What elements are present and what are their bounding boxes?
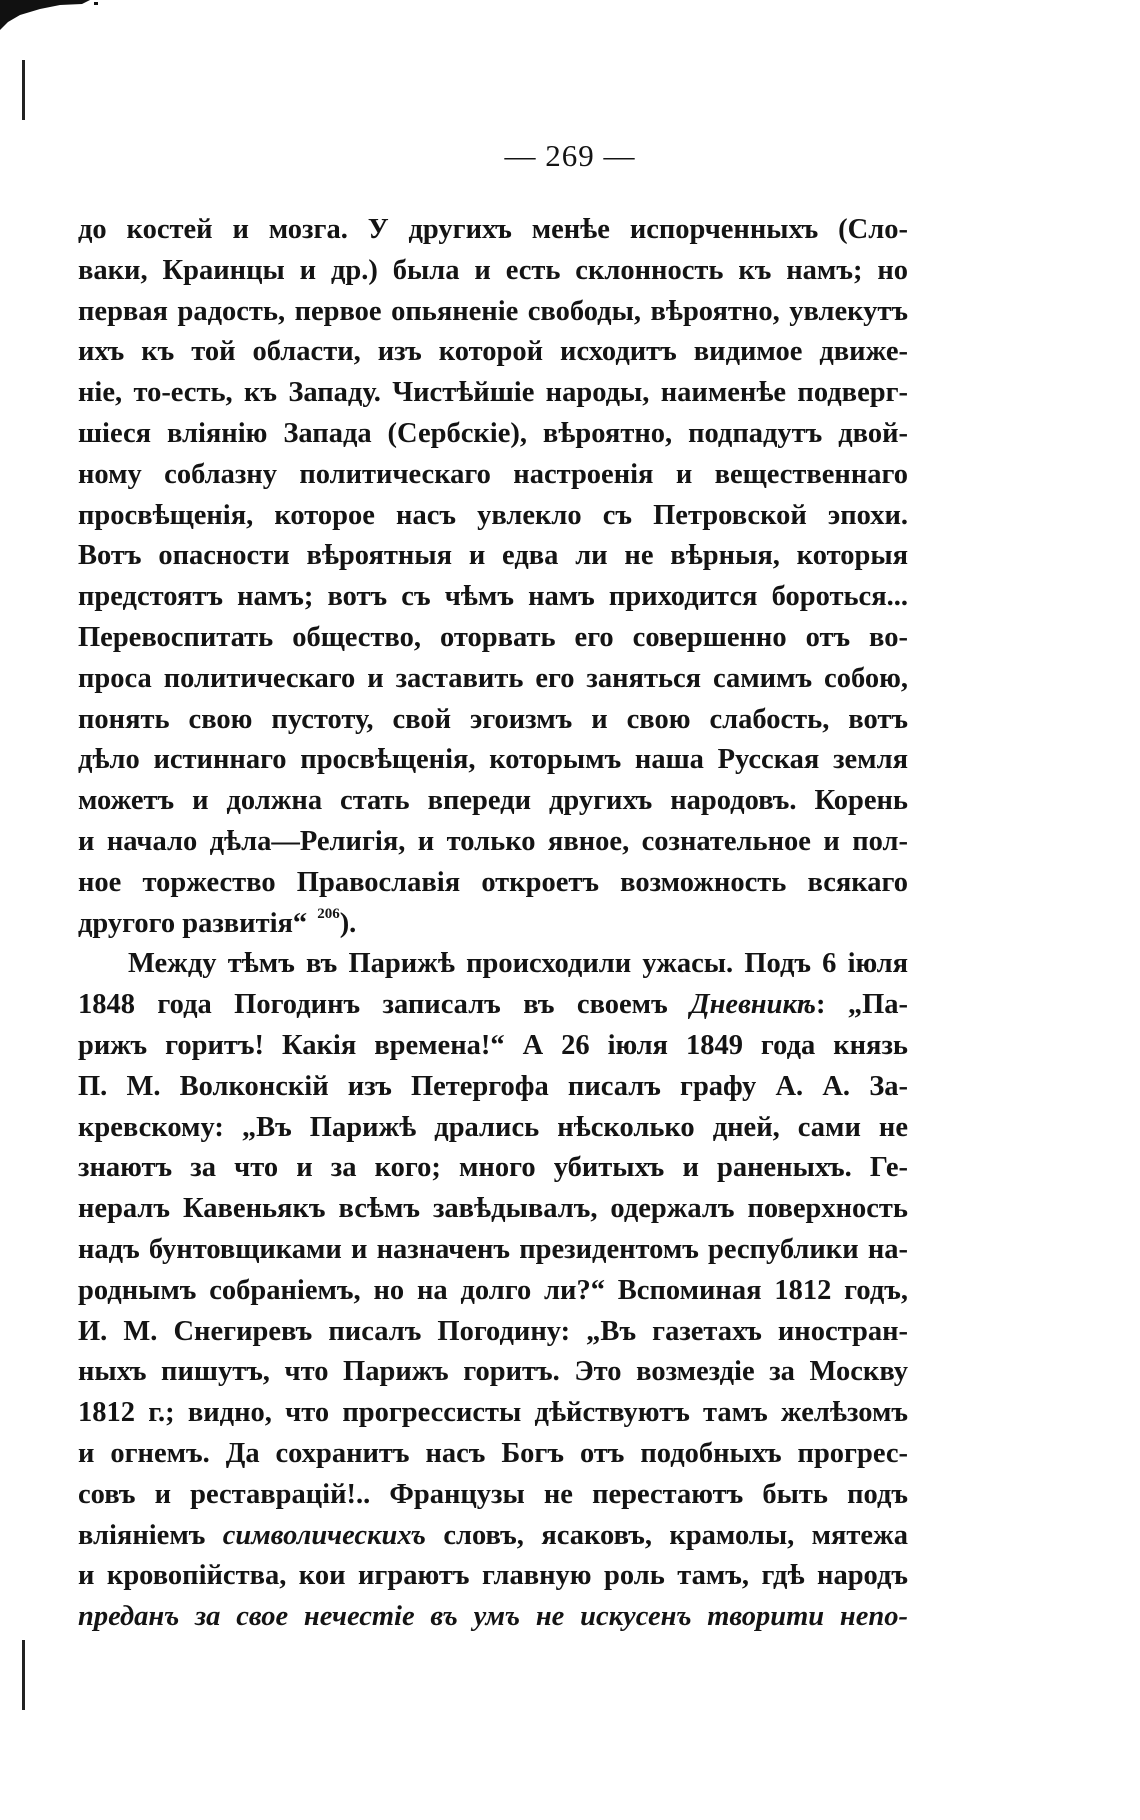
text-line: проса политическаго и заставить его заняться самимъ собою,	[78, 662, 908, 694]
text-line: знаютъ за что и за кого; много убитыхъ и раненыхъ. Ге-	[78, 1152, 908, 1184]
text-line: преданъ за свое нечестіе въ умъ не искусенъ творити непо-	[78, 1601, 908, 1633]
text-line: ное торжество Православія откроетъ возможность всякаго	[78, 866, 908, 898]
text-line: первая радость, первое опьяненіе свободы, вѣроятно, увлекутъ	[78, 295, 908, 327]
scan-edge-line	[22, 60, 25, 120]
text-line: ныхъ пишутъ, что Парижъ горитъ. Это возмездіе за Москву	[78, 1356, 908, 1388]
text-line: П. М. Волконскій изъ Петергофа писалъ графу А. А. За-	[78, 1070, 908, 1102]
text-line: 1812 г.; видно, что прогрессисты дѣйствуютъ тамъ желѣзомъ	[78, 1397, 908, 1429]
text-fragment: ).	[339, 907, 357, 939]
text-line: Перевоспитать общество, оторвать его совершенно отъ во-	[78, 621, 908, 653]
text-fragment: словъ, ясаковъ, крамолы, мятежа	[443, 1519, 908, 1551]
text-line: просвѣщенія, которое насъ увлекло съ Петровской эпохи.	[78, 499, 908, 531]
footnote-ref: 206	[317, 905, 340, 922]
text-line: шіеся вліянію Запада (Сербскіе), вѣроятно, подпадутъ двой-	[78, 417, 908, 449]
scan-edge-line	[22, 1640, 25, 1710]
text-line: понять свою пустоту, свой эгоизмъ и свою слабость, вотъ	[78, 703, 908, 735]
text-line: до костей и мозга. У другихъ менѣе испорченныхъ (Сло-	[78, 214, 908, 245]
text-line: и начало дѣла—Религія, и только явное, сознательное и пол-	[78, 825, 908, 857]
text-line: предстоятъ намъ; вотъ съ чѣмъ намъ приходится бороться...	[78, 581, 908, 613]
text-fragment: другого развитія“	[78, 907, 308, 939]
page-number: — 269 —	[504, 138, 636, 173]
text-line: дѣло истиннаго просвѣщенія, которымъ наша Русская земля	[78, 744, 908, 776]
text-line: ваки, Краинцы и др.) была и есть склонность къ намъ; но	[78, 254, 908, 286]
text-line: ніе, то-есть, къ Западу. Чистѣйшіе народы, наименѣе подверг-	[78, 377, 908, 409]
text-line	[78, 1516, 908, 1557]
text-line: и кровопійства, кои играютъ главную роль тамъ, гдѣ народъ	[78, 1560, 908, 1592]
text-line: надъ бунтовщиками и назначенъ президентомъ республики на-	[78, 1233, 908, 1265]
text-fragment: 1848 года Погодинъ записалъ въ своемъ	[78, 989, 668, 1021]
text-line: И. М. Снегиревъ писалъ Погодину: „Въ газетахъ иностран-	[78, 1315, 908, 1347]
scan-corner-mark	[0, 0, 100, 34]
text-line: совъ и реставрацій!.. Французы не перестаютъ быть подъ	[78, 1478, 908, 1510]
page-text	[78, 210, 908, 1638]
text-line: и огнемъ. Да сохранитъ насъ Богъ отъ подобныхъ прогрес-	[78, 1437, 908, 1469]
text-line: Вотъ опасности вѣроятныя и едва ли не вѣрныя, которыя	[78, 540, 908, 572]
text-line	[78, 904, 908, 945]
text-line: Между тѣмъ въ Парижѣ происходили ужасы. Подъ 6 іюля	[128, 948, 908, 980]
text-line: рижъ горитъ! Какія времена!“ А 26 іюля 1849 года князь	[78, 1029, 908, 1061]
text-line: кревскому: „Въ Парижѣ дрались нѣсколько дней, сами не	[78, 1111, 908, 1143]
text-fragment: : „Па-	[815, 989, 908, 1021]
text-line	[78, 985, 908, 1026]
text-line: можетъ и должна стать впереди другихъ народовъ. Корень	[78, 785, 908, 817]
text-line: ихъ къ той области, изъ которой исходитъ видимое движе-	[78, 336, 908, 368]
text-line: нералъ Кавеньякъ всѣмъ завѣдывалъ, одержалъ поверхность	[78, 1193, 908, 1225]
text-line: ному соблазну политическаго настроенія и вещественнаго	[78, 458, 908, 490]
italic-title: Дневникѣ	[690, 989, 816, 1021]
text-line: роднымъ собраніемъ, но на долго ли?“ Вспоминая 1812 годъ,	[78, 1274, 908, 1306]
text-fragment: вліяніемъ	[78, 1519, 206, 1551]
italic-word: символическихъ	[222, 1519, 426, 1551]
